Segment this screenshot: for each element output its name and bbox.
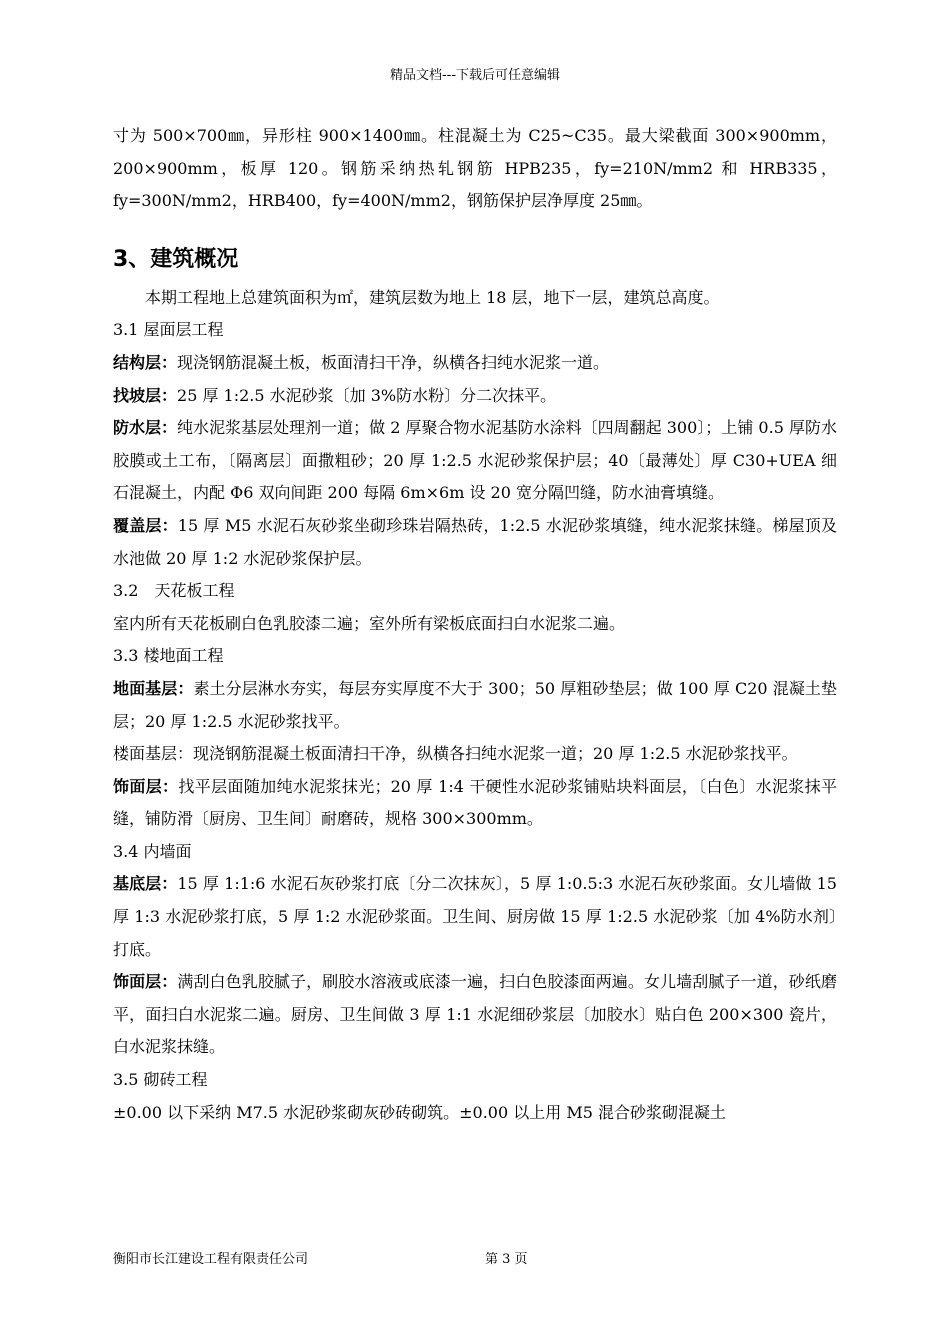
section-summary: 本期工程地上总建筑面积为㎡，建筑层数为地上 18 层，地下一层，建筑总高度。 (145, 287, 720, 307)
subsection-title-3-4: 3.4 内墙面 (113, 841, 192, 861)
roof-slope-layer (113, 380, 837, 413)
footer-page-number: 第 3 页 (485, 1252, 528, 1267)
section-title: 3、建筑概况 (113, 246, 239, 272)
document-body (113, 120, 837, 1129)
item-label: 地面基层： (113, 678, 194, 698)
ceiling-text: 室内所有天花板刷白色乳胶漆二遍；室外所有梁板底面扫白水泥浆二遍。 (113, 613, 626, 633)
item-label: 饰面层： (113, 972, 178, 992)
floor-finish-layer (113, 771, 837, 836)
wall-finish-layer (113, 966, 837, 1064)
subsection-title-3-2: 3.2 天花板工程 (113, 581, 235, 601)
item-text: 素土分层淋水夯实，每层夯实厚度不大于 300；50 厚粗砂垫层；做 100 厚 C20 混凝土垫层；20 厚 1:2.5 水泥砂浆找平。 (113, 678, 837, 731)
item-label: 防水层： (113, 418, 178, 438)
item-label: 找坡层： (113, 385, 178, 405)
item-label: 基底层： (113, 874, 178, 894)
item-text: 纯水泥浆基层处理剂一道；做 2 厚聚合物水泥基防水涂料〔四周翻起 300〕；上铺 0.5 厚防水胶膜或土工布，〔隔离层〕面撒粗砂；20 厚 1:2.5 水泥砂浆保护层；40〔最薄处〕厚 C30+UEA 细石混凝土，内配 Φ6 双向间距 200 每隔 6m×6m 设 20 宽分隔凹缝，防水油膏填缝。 (113, 418, 837, 503)
subsection-title-3-1: 3.1 屋面层工程 (113, 320, 224, 340)
wall-base-layer (113, 868, 837, 966)
roof-waterproof-layer (113, 412, 837, 510)
item-text: 满刮白色乳胶腻子，刷胶水溶液或底漆一遍，扫白色胶漆面两遍。女儿墙刮腻子一道，砂纸磨平，面扫白水泥浆二遍。厨房、卫生间做 3 厚 1:1 水泥细砂浆层〔加胶水〕贴白色 200×300 瓷片，白水泥浆抹缝。 (113, 972, 837, 1057)
item-label: 覆盖层： (113, 515, 178, 535)
subsection-title-3-5: 3.5 砌砖工程 (113, 1070, 208, 1090)
item-text: 15 厚 1:1:6 水泥石灰砂浆打底〔分二次抹灰〕，5 厚 1:0.5:3 水泥石灰砂浆面。女儿墙做 15 厚 1:3 水泥砂浆打底，5 厚 1:2 水泥砂浆面。卫生间、厨房做 15 厚 1:2.5 水泥砂浆〔加 4%防水剂〕打底。 (113, 874, 837, 959)
item-text: 现浇钢筋混凝土板，板面清扫干净，纵横各扫纯水泥浆一道。 (177, 352, 610, 372)
item-label: 饰面层： (113, 776, 179, 796)
masonry-text: ±0.00 以下采纳 M7.5 水泥砂浆砌灰砂砖砌筑。±0.00 以上用 M5 混合砂浆砌混凝土 (113, 1102, 726, 1122)
roof-structure-layer (113, 347, 837, 380)
roof-cover-layer (113, 510, 837, 575)
page-header: 精品文档---下载后可任意编辑 (389, 68, 561, 83)
item-text: 找平层面随加纯水泥浆抹光；20 厚 1:4 干硬性水泥砂浆铺贴块料面层，〔白色〕水泥浆抹平缝，铺防滑〔厨房、卫生间〕耐磨砖，规格 300×300mm。 (113, 776, 837, 829)
item-text: 15 厚 M5 水泥石灰砂浆坐砌珍珠岩隔热砖，1:2.5 水泥砂浆填缝，纯水泥浆抹缝。梯屋顶及水池做 20 厚 1:2 水泥砂浆保护层。 (113, 515, 837, 568)
ground-base-layer (113, 673, 837, 738)
intro-paragraph: 寸为 500×700㎜，异形柱 900×1400㎜。柱混凝土为 C25~C35。最大梁截面 300×900mm，200×900mm，板厚 120。钢筋采纳热轧钢筋 HPB235，fy=210N/mm2 和 HRB335，fy=300N/mm2，HRB400，fy=400N/mm2，钢筋保护层净厚度 25㎜。 (113, 126, 837, 211)
item-label: 结构层： (113, 352, 178, 372)
subsection-title-3-3: 3.3 楼地面工程 (113, 646, 224, 666)
footer-company: 衡阳市长江建设工程有限责任公司 (113, 1252, 309, 1267)
floor-base-layer: 楼面基层：现浇钢筋混凝土板面清扫干净，纵横各扫纯水泥浆一道；20 厚 1:2.5 水泥砂浆找平。 (113, 744, 798, 764)
item-text: 25 厚 1:2.5 水泥砂浆〔加 3%防水粉〕分二次抹平。 (177, 385, 557, 405)
